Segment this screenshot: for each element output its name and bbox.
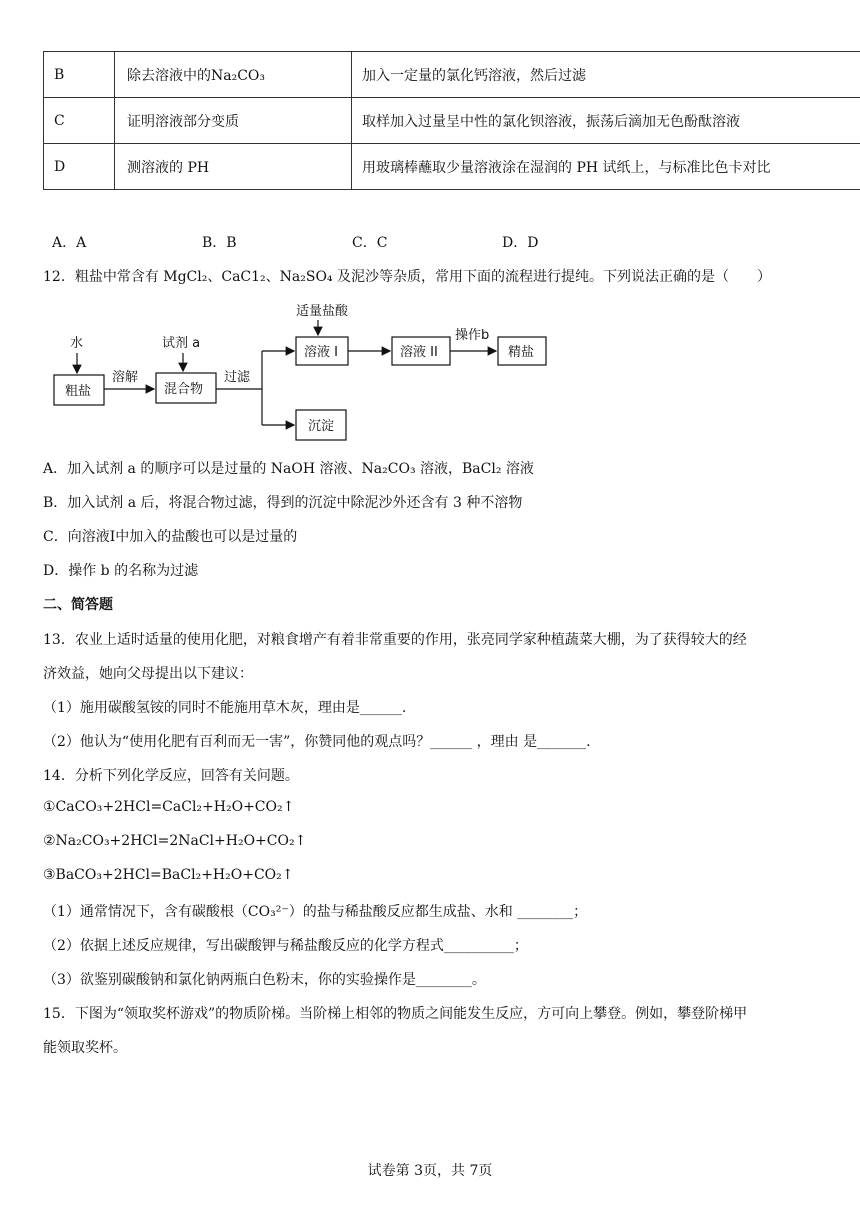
label-hcl: 适量盐酸 [296,304,349,319]
table-cell: 加入一定量的氯化钙溶液，然后过滤 [352,52,860,98]
q15-line1: 15．下图为“领取奖杯游戏”的物质阶梯。当阶梯上相邻的物质之间能发生反应，方可向上攀登。例如，攀登阶梯甲 [43,1006,748,1022]
q11-choice-b: B．B [202,235,237,251]
q13-sub1: （1）施用碳酸氢铵的同时不能施用草木灰，理由是______. [43,700,407,716]
table-row [44,144,860,190]
q13-stem-line2: 济效益，她向父母提出以下建议： [43,666,253,682]
q12-stem: 12．粗盐中常含有 MgCl₂、CaC1₂、Na₂SO₄ 及泥沙等杂质，常用下面的流程进行提纯。下列说法正确的是（ ） [43,269,771,285]
q14-eq1: ①CaCO₃+2HCl=CaCl₂+H₂O+CO₂↑ [43,799,295,815]
q11-choice-a: A．A [52,235,87,251]
q12-option-a: A．加入试剂 a 的顺序可以是过量的 NaOH 溶液、Na₂CO₃ 溶液，BaCl₂ 溶液 [43,461,534,477]
table-cell: 取样加入过量呈中性的氯化钡溶液，振荡后滴加无色酚酞溶液 [352,98,860,144]
q14-sub3: （3）欲鉴别碳酸钠和氯化钠两瓶白色粉末，你的实验操作是________。 [43,972,486,988]
label-operation-b: 操作b [455,328,490,343]
label-precipitate: 沉淀 [308,419,335,434]
label-mixture: 混合物 [164,382,204,397]
label-water: 水 [70,336,84,351]
q11-choice-c: C．C [352,235,388,251]
q12-option-b: B．加入试剂 a 后，将混合物过滤，得到的沉淀中除泥沙外还含有 3 种不溶物 [43,495,523,511]
table-cell: B [44,52,115,98]
flow-diagram [50,295,560,445]
q11-choice-d: D．D [502,235,539,251]
table-cell: 证明溶液部分变质 [115,98,352,144]
q12-option-d: D．操作 b 的名称为过滤 [43,563,199,579]
q13-sub2: （2）他认为“使用化肥有百利而无一害”，你赞同他的观点吗？______ ，理由 是_______. [43,734,591,750]
label-reagent-a: 试剂 a [162,336,201,351]
table-cell: 除去溶液中的Na₂CO₃ [115,52,352,98]
table-row [44,98,860,144]
label-filter: 过滤 [224,370,251,385]
label-refined-salt: 精盐 [508,345,535,360]
label-dissolve: 溶解 [112,370,139,385]
section-title: 二、简答题 [43,597,113,613]
label-solution1: 溶液 I [304,345,338,360]
table-cell: C [44,98,115,144]
q14-eq2: ②Na₂CO₃+2HCl=2NaCl+H₂O+CO₂↑ [43,833,307,849]
q14-sub2: （2）依据上述反应规律，写出碳酸钾与稀盐酸反应的化学方程式__________； [43,938,528,954]
table-cell: 测溶液的 PH [115,144,352,190]
table-cell: 用玻璃棒蘸取少量溶液涂在湿润的 PH 试纸上，与标准比色卡对比 [352,144,860,190]
q14-eq3: ③BaCO₃+2HCl=BaCl₂+H₂O+CO₂↑ [43,867,294,883]
q12-option-c: C．向溶液I中加入的盐酸也可以是过量的 [43,529,298,545]
label-solution2: 溶液 II [400,345,438,360]
page-footer: 试卷第 3页，共 7页 [367,1163,493,1179]
q15-line2: 能领取奖杯。 [43,1040,127,1056]
q13-stem-line1: 13．农业上适时适量的使用化肥，对粮食增产有着非常重要的作用，张亮同学家种植蔬菜大棚，为了获得较大的经 [43,632,747,648]
table-row [44,52,860,98]
table-cell: D [44,144,115,190]
q14-stem: 14．分析下列化学反应，回答有关问题。 [43,768,299,784]
options-table [43,51,860,190]
label-crude-salt: 粗盐 [65,384,92,399]
q14-sub1: （1）通常情况下，含有碳酸根（CO₃²⁻）的盐与稀盐酸反应都生成盐、水和 ________； [43,904,588,920]
